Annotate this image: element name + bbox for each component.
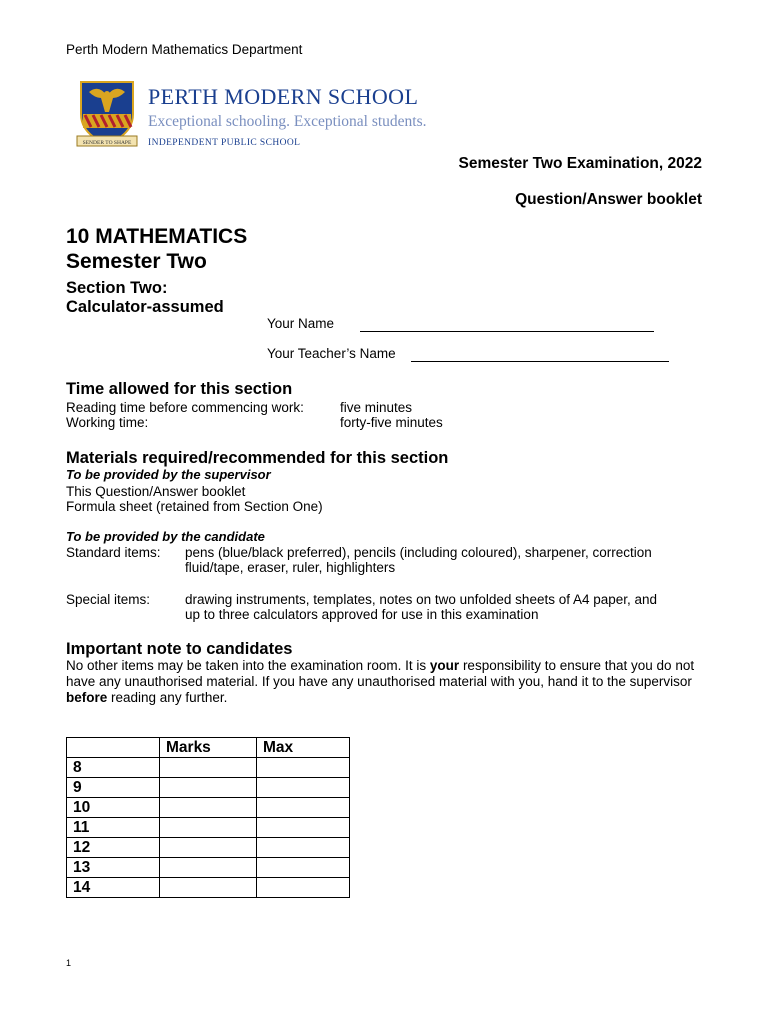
note-paragraph [66, 658, 706, 706]
booklet-title: Question/Answer booklet [515, 191, 702, 208]
semester-title: Semester Two [66, 250, 207, 273]
special-items-text: up to three calculators approved for use in this examination [185, 607, 539, 622]
marks-cell[interactable] [160, 758, 257, 778]
question-number: 10 [67, 798, 160, 818]
reading-time-label: Reading time before commencing work: [66, 400, 304, 415]
section-type: Calculator-assumed [66, 298, 224, 316]
question-number: 13 [67, 858, 160, 878]
supervisor-item: This Question/Answer booklet [66, 484, 246, 499]
table-row [67, 758, 350, 778]
table-row [67, 778, 350, 798]
working-time-label: Working time: [66, 415, 149, 430]
school-type: INDEPENDENT PUBLIC SCHOOL [148, 138, 301, 148]
candidate-heading: To be provided by the candidate [66, 529, 265, 544]
marks-cell[interactable] [160, 798, 257, 818]
max-cell[interactable] [257, 858, 350, 878]
name-label: Your Name [267, 316, 335, 331]
exam-title: Semester Two Examination, 2022 [458, 155, 702, 172]
working-time-value: forty-five minutes [340, 415, 443, 430]
school-name: PERTH MODERN SCHOOL [148, 84, 419, 109]
crest-motto: SENDER TO SHAPE [82, 140, 132, 146]
question-number: 11 [67, 818, 160, 838]
note-heading: Important note to candidates [66, 640, 293, 658]
school-tagline: Exceptional schooling. Exceptional students. [148, 113, 427, 130]
question-number: 14 [67, 878, 160, 898]
table-row [67, 838, 350, 858]
supervisor-heading: To be provided by the supervisor [66, 467, 271, 482]
marks-cell[interactable] [160, 778, 257, 798]
note-emphasis: before [66, 690, 108, 705]
teacher-name-field[interactable] [411, 361, 669, 362]
marks-cell[interactable] [160, 878, 257, 898]
table-row [67, 818, 350, 838]
table-header-row [67, 738, 350, 758]
school-logo [75, 78, 435, 154]
special-items-text: drawing instruments, templates, notes on two unfolded sheets of A4 paper, and [185, 592, 658, 607]
question-number: 9 [67, 778, 160, 798]
special-items-label: Special items: [66, 592, 151, 607]
standard-items-text: pens (blue/black preferred), pencils (including coloured), sharpener, correction [185, 545, 652, 560]
max-cell[interactable] [257, 818, 350, 838]
marks-cell[interactable] [160, 818, 257, 838]
question-number: 12 [67, 838, 160, 858]
max-cell[interactable] [257, 798, 350, 818]
department-header: Perth Modern Mathematics Department [66, 42, 303, 57]
note-text: reading any further. [107, 690, 228, 705]
reading-time-value: five minutes [340, 400, 413, 415]
note-emphasis: your [429, 658, 460, 673]
standard-items-text: fluid/tape, eraser, ruler, highlighters [185, 560, 396, 575]
standard-items-label: Standard items: [66, 545, 161, 560]
marks-cell[interactable] [160, 858, 257, 878]
table-row [67, 798, 350, 818]
note-text: No other items may be taken into the examination room. It is [66, 658, 430, 673]
time-heading: Time allowed for this section [66, 380, 293, 398]
max-cell[interactable] [257, 878, 350, 898]
subject-title: 10 MATHEMATICS [66, 225, 248, 248]
note-text: responsibility to ensure that you do not have any unauthorised material. If you have any unauthorised material with you, hand it to the supervisor [66, 658, 695, 689]
column-header-max: Max [257, 738, 350, 758]
section-title: Section Two: [66, 279, 168, 297]
school-crest-icon [75, 78, 139, 150]
question-number: 8 [67, 758, 160, 778]
max-cell[interactable] [257, 778, 350, 798]
table-row [67, 878, 350, 898]
marks-cell[interactable] [160, 838, 257, 858]
max-cell[interactable] [257, 758, 350, 778]
max-cell[interactable] [257, 838, 350, 858]
marks-table [66, 737, 350, 898]
page-number: 1 [66, 958, 72, 968]
supervisor-item: Formula sheet (retained from Section One) [66, 499, 323, 514]
table-row [67, 858, 350, 878]
column-header [67, 738, 160, 758]
teacher-name-label: Your Teacher’s Name [267, 346, 396, 361]
materials-heading: Materials required/recommended for this section [66, 449, 449, 467]
column-header-marks: Marks [160, 738, 257, 758]
name-field[interactable] [360, 331, 654, 332]
